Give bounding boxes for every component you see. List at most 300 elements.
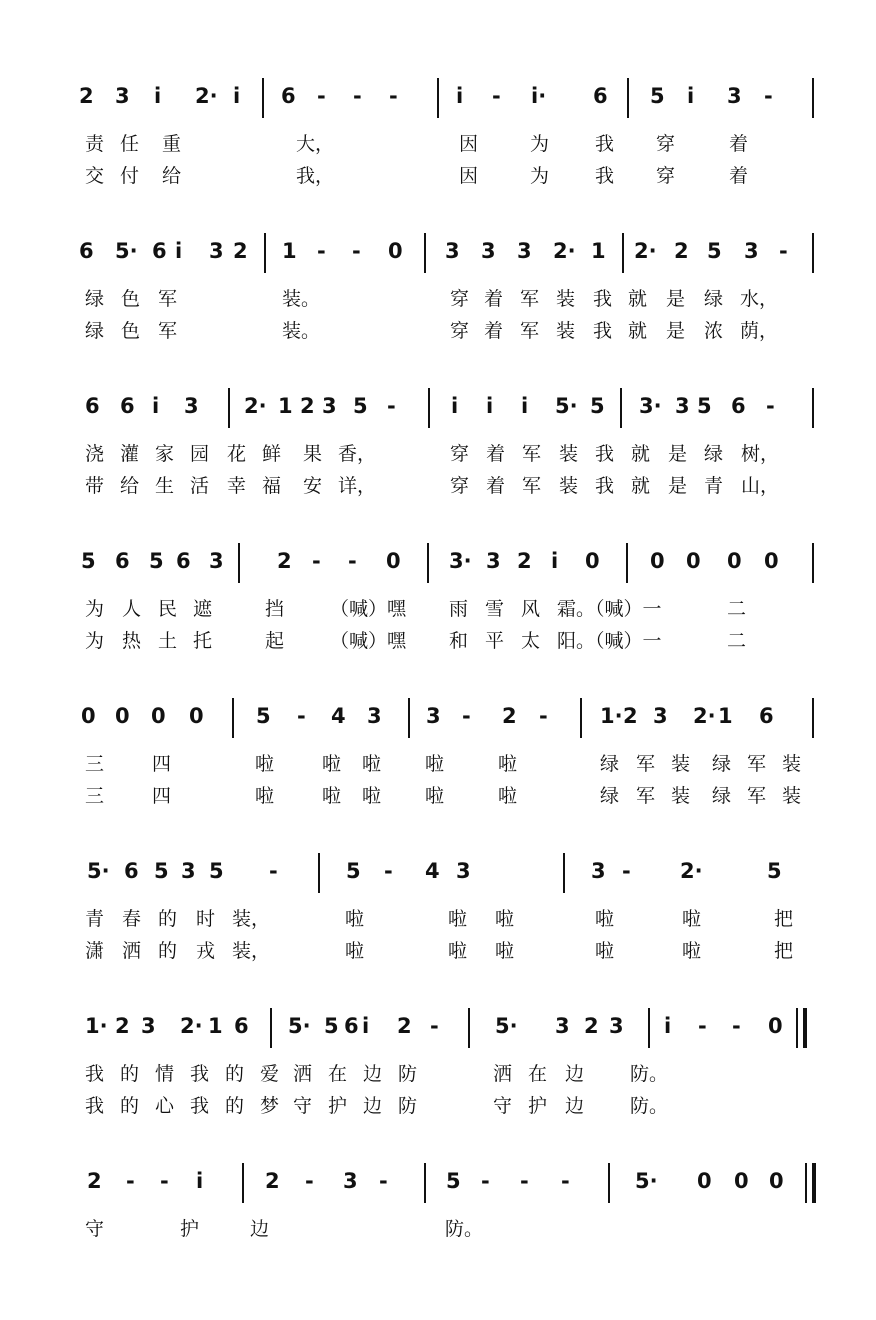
jianpu-note: 5· [115, 239, 138, 263]
jianpu-note: 3 [555, 1014, 570, 1038]
barline [262, 78, 264, 118]
barline [424, 233, 426, 273]
jianpu-note: i [175, 239, 183, 263]
lyric-syllable: 四 [152, 753, 172, 775]
lyric-syllable: 交 [85, 165, 105, 187]
jianpu-note: 1· [85, 1014, 108, 1038]
jianpu-note: - [732, 1014, 741, 1038]
jianpu-note: 3 [744, 239, 759, 263]
lyric-syllable: 边 [363, 1063, 383, 1085]
lyric-syllable: 就 [631, 475, 651, 497]
jianpu-note: 3 [141, 1014, 156, 1038]
jianpu-note: 5· [555, 394, 578, 418]
lyric-syllable: 啦 [345, 908, 365, 930]
lyric-syllable: 鲜 [262, 443, 282, 465]
lyric-syllable: 是 [666, 288, 686, 310]
lyric-syllable: 树， [741, 443, 780, 465]
jianpu-note: 2 [277, 549, 292, 573]
jianpu-note: - [766, 394, 775, 418]
lyric-syllable: 军 [636, 785, 656, 807]
lyric-syllable: 装 [782, 785, 802, 807]
jianpu-note: 1 [282, 239, 297, 263]
jianpu-note: 2 [265, 1169, 280, 1193]
jianpu-note: 0 [650, 549, 665, 573]
jianpu-note: 2 [397, 1014, 412, 1038]
jianpu-note: 2· [634, 239, 657, 263]
lyric-syllable: 福 [262, 475, 282, 497]
jianpu-note: 3 [481, 239, 496, 263]
lyric-syllable: 啦 [322, 753, 342, 775]
lyric-syllable: 遮 [193, 598, 213, 620]
jianpu-note: - [317, 84, 326, 108]
jianpu-note: 0 [764, 549, 779, 573]
jianpu-note: 4 [425, 859, 440, 883]
jianpu-note: - [462, 704, 471, 728]
lyric-syllable: （喊）嘿 [330, 630, 407, 652]
lyric-syllable: 防。 [630, 1063, 669, 1085]
lyric-syllable: 护 [528, 1095, 548, 1117]
jianpu-note: 6 [234, 1014, 249, 1038]
lyric-syllable: 给 [162, 165, 182, 187]
lyric-syllable: 啦 [255, 753, 275, 775]
lyric-syllable: 我 [595, 133, 615, 155]
jianpu-note: 5 [154, 859, 169, 883]
jianpu-note: - [779, 239, 788, 263]
jianpu-note: 2 [115, 1014, 130, 1038]
lyric-syllable: 三 [85, 753, 105, 775]
lyric-syllable: 啦 [448, 940, 468, 962]
jianpu-note: 0 [734, 1169, 749, 1193]
jianpu-note: 5· [495, 1014, 518, 1038]
lyric-syllable: 色 [121, 320, 141, 342]
lyric-syllable: 在 [528, 1063, 548, 1085]
jianpu-note: 2· [195, 84, 218, 108]
lyric-syllable: 军 [520, 320, 540, 342]
jianpu-note: 5· [87, 859, 110, 883]
jianpu-note: 3 [181, 859, 196, 883]
lyric-syllable: 我， [296, 165, 335, 187]
lyric-syllable: 守 [493, 1095, 513, 1117]
barline [812, 543, 814, 583]
jianpu-note: 3 [486, 549, 501, 573]
jianpu-note: - [160, 1169, 169, 1193]
lyric-syllable: 防 [398, 1095, 418, 1117]
lyric-syllable: 挡 [265, 598, 285, 620]
notation-system [0, 70, 876, 200]
lyric-syllable: 的 [225, 1095, 245, 1117]
barline [796, 1008, 798, 1048]
lyric-syllable: 啦 [425, 785, 445, 807]
lyric-syllable: 装。 [282, 320, 321, 342]
final-barline [812, 1163, 816, 1203]
jianpu-note: i [687, 84, 695, 108]
jianpu-note: 5 [697, 394, 712, 418]
lyric-syllable: 戎 [196, 940, 216, 962]
lyric-syllable: 灌 [120, 443, 140, 465]
jianpu-note: 6 [593, 84, 608, 108]
lyric-syllable: 军 [520, 288, 540, 310]
jianpu-note: 2 [623, 704, 638, 728]
lyric-syllable: 风 [521, 598, 541, 620]
lyric-syllable: 守 [85, 1218, 105, 1240]
lyric-syllable: 就 [631, 443, 651, 465]
jianpu-note: 6 [731, 394, 746, 418]
jianpu-note: 2· [553, 239, 576, 263]
lyric-syllable: 园 [190, 443, 210, 465]
jianpu-note: 3 [115, 84, 130, 108]
jianpu-note: 3· [639, 394, 662, 418]
lyric-syllable: 二 [727, 630, 747, 652]
jianpu-note: 2· [180, 1014, 203, 1038]
lyric-syllable: 山， [741, 475, 780, 497]
lyric-syllable: 情 [155, 1063, 175, 1085]
jianpu-note: 0 [686, 549, 701, 573]
lyric-syllable: 装 [556, 288, 576, 310]
barline [238, 543, 240, 583]
lyric-syllable: 着 [484, 320, 504, 342]
lyric-syllable: 啦 [595, 940, 615, 962]
barline [620, 388, 622, 428]
lyric-syllable: 阳。（喊）一 [557, 630, 662, 652]
jianpu-note: - [312, 549, 321, 573]
lyric-syllable: 把 [774, 940, 794, 962]
jianpu-note: - [698, 1014, 707, 1038]
lyric-syllable: 浇 [85, 443, 105, 465]
jianpu-note: 3 [456, 859, 471, 883]
lyric-syllable: 军 [747, 753, 767, 775]
jianpu-note: i [521, 394, 529, 418]
lyric-syllable: 的 [225, 1063, 245, 1085]
jianpu-note: 2 [517, 549, 532, 573]
jianpu-note: 5 [324, 1014, 339, 1038]
jianpu-note: 0 [189, 704, 204, 728]
jianpu-note: 3 [209, 239, 224, 263]
lyric-syllable: 啦 [682, 908, 702, 930]
jianpu-note: 2· [693, 704, 716, 728]
lyric-syllable: 绿 [712, 785, 732, 807]
jianpu-note: - [481, 1169, 490, 1193]
barline [805, 1163, 807, 1203]
jianpu-note: 5 [209, 859, 224, 883]
jianpu-note: - [317, 239, 326, 263]
lyric-syllable: 装。 [282, 288, 321, 310]
lyric-syllable: 穿 [450, 320, 470, 342]
jianpu-note: 1 [718, 704, 733, 728]
jianpu-note: 6 [79, 239, 94, 263]
jianpu-note: 3 [322, 394, 337, 418]
lyric-syllable: 色 [121, 288, 141, 310]
jianpu-note: 3 [184, 394, 199, 418]
barline [608, 1163, 610, 1203]
jianpu-note: 2· [680, 859, 703, 883]
lyric-syllable: 护 [180, 1218, 200, 1240]
lyric-syllable: 雨 [449, 598, 469, 620]
jianpu-note: 2 [87, 1169, 102, 1193]
jianpu-note: 3 [426, 704, 441, 728]
lyric-syllable: 幸 [227, 475, 247, 497]
jianpu-note: - [389, 84, 398, 108]
jianpu-note: 0 [115, 704, 130, 728]
lyric-syllable: 重 [162, 133, 182, 155]
lyric-syllable: 我 [595, 165, 615, 187]
jianpu-note: 6 [344, 1014, 359, 1038]
barline [270, 1008, 272, 1048]
jianpu-note: 0 [386, 549, 401, 573]
lyric-syllable: 护 [328, 1095, 348, 1117]
jianpu-note: i [362, 1014, 370, 1038]
jianpu-note: - [492, 84, 501, 108]
lyric-syllable: 穿 [450, 288, 470, 310]
lyric-syllable: 啦 [425, 753, 445, 775]
jianpu-note: 0 [585, 549, 600, 573]
jianpu-note: i [451, 394, 459, 418]
barline [648, 1008, 650, 1048]
lyric-syllable: 的 [120, 1095, 140, 1117]
lyric-syllable: 洒 [493, 1063, 513, 1085]
lyric-syllable: 热 [122, 630, 142, 652]
jianpu-note: 6 [759, 704, 774, 728]
jianpu-note: 5· [635, 1169, 658, 1193]
lyric-syllable: 装 [556, 320, 576, 342]
lyric-syllable: 绿 [704, 443, 724, 465]
lyric-syllable: 啦 [255, 785, 275, 807]
lyric-syllable: 着 [729, 133, 749, 155]
lyric-syllable: 荫， [740, 320, 779, 342]
lyric-syllable: 的 [120, 1063, 140, 1085]
lyric-syllable: 军 [522, 443, 542, 465]
lyric-syllable: 就 [628, 288, 648, 310]
jianpu-note: - [305, 1169, 314, 1193]
jianpu-note: - [126, 1169, 135, 1193]
jianpu-note: 5 [650, 84, 665, 108]
lyric-syllable: 啦 [682, 940, 702, 962]
lyric-syllable: 穿 [450, 443, 470, 465]
jianpu-note: 3 [209, 549, 224, 573]
jianpu-note: 6 [120, 394, 135, 418]
lyric-syllable: 活 [190, 475, 210, 497]
jianpu-note: - [520, 1169, 529, 1193]
lyric-syllable: 啦 [345, 940, 365, 962]
lyric-syllable: 为 [85, 598, 105, 620]
lyric-syllable: 军 [747, 785, 767, 807]
barline [427, 543, 429, 583]
lyric-syllable: 心 [155, 1095, 175, 1117]
jianpu-note: - [430, 1014, 439, 1038]
lyric-syllable: 绿 [600, 753, 620, 775]
barline [812, 233, 814, 273]
lyric-syllable: 我 [85, 1063, 105, 1085]
lyric-syllable: 边 [565, 1063, 585, 1085]
lyric-syllable: 家 [155, 443, 175, 465]
lyric-syllable: 穿 [656, 133, 676, 155]
barline [228, 388, 230, 428]
jianpu-note: 6 [152, 239, 167, 263]
jianpu-note: 0 [697, 1169, 712, 1193]
lyric-syllable: 安 [303, 475, 323, 497]
jianpu-note: - [387, 394, 396, 418]
barline [626, 543, 628, 583]
lyric-syllable: 洒 [122, 940, 142, 962]
jianpu-note: 5 [590, 394, 605, 418]
lyric-syllable: 军 [636, 753, 656, 775]
lyric-syllable: 任 [120, 133, 140, 155]
lyric-syllable: 的 [158, 940, 178, 962]
lyric-syllable: 四 [152, 785, 172, 807]
lyric-syllable: 详， [338, 475, 377, 497]
lyric-syllable: 大， [296, 133, 335, 155]
lyric-syllable: 托 [193, 630, 213, 652]
lyric-syllable: 我 [85, 1095, 105, 1117]
jianpu-note: 3 [517, 239, 532, 263]
barline [812, 698, 814, 738]
barline [232, 698, 234, 738]
lyric-syllable: 梦 [260, 1095, 280, 1117]
jianpu-note: 3 [591, 859, 606, 883]
lyric-syllable: 我 [595, 443, 615, 465]
lyric-syllable: 啦 [362, 785, 382, 807]
lyric-syllable: 香， [338, 443, 377, 465]
lyric-syllable: 土 [158, 630, 178, 652]
jianpu-note: i [551, 549, 559, 573]
lyric-syllable: 啦 [495, 908, 515, 930]
lyric-syllable: 绿 [704, 288, 724, 310]
barline [468, 1008, 470, 1048]
jianpu-note: 2 [584, 1014, 599, 1038]
jianpu-note: 5 [707, 239, 722, 263]
jianpu-note: 5 [81, 549, 96, 573]
lyric-syllable: 绿 [85, 288, 105, 310]
jianpu-note: 2· [244, 394, 267, 418]
lyric-syllable: 为 [530, 165, 550, 187]
lyric-syllable: 啦 [595, 908, 615, 930]
lyric-syllable: 青 [704, 475, 724, 497]
jianpu-note: 1 [208, 1014, 223, 1038]
lyric-syllable: 装 [671, 753, 691, 775]
lyric-syllable: 为 [85, 630, 105, 652]
lyric-syllable: 是 [666, 320, 686, 342]
lyric-syllable: 装 [782, 753, 802, 775]
jianpu-note: 3· [449, 549, 472, 573]
barline [408, 698, 410, 738]
lyric-syllable: 把 [774, 908, 794, 930]
lyric-syllable: 我 [593, 320, 613, 342]
lyric-syllable: 和 [449, 630, 469, 652]
lyric-syllable: 绿 [85, 320, 105, 342]
lyric-syllable: 霜。（喊）一 [557, 598, 662, 620]
lyric-syllable: 付 [120, 165, 140, 187]
lyric-syllable: 三 [85, 785, 105, 807]
jianpu-note: 2 [233, 239, 248, 263]
jianpu-note: - [269, 859, 278, 883]
lyric-syllable: 人 [122, 598, 142, 620]
barline [580, 698, 582, 738]
barline [812, 78, 814, 118]
lyric-syllable: 绿 [712, 753, 732, 775]
jianpu-note: - [622, 859, 631, 883]
lyric-syllable: 装， [232, 908, 271, 930]
lyric-syllable: 着 [729, 165, 749, 187]
jianpu-note: 5 [767, 859, 782, 883]
notation-system [0, 380, 876, 510]
lyric-syllable: 着 [484, 288, 504, 310]
barline [242, 1163, 244, 1203]
jianpu-note: - [764, 84, 773, 108]
jianpu-note: 0 [81, 704, 96, 728]
lyric-syllable: 青 [85, 908, 105, 930]
lyric-syllable: 带 [85, 475, 105, 497]
jianpu-note: i [456, 84, 464, 108]
jianpu-note: i [486, 394, 494, 418]
lyric-syllable: 因 [459, 133, 479, 155]
jianpu-note: 5 [149, 549, 164, 573]
lyric-syllable: 着 [486, 475, 506, 497]
jianpu-note: 6 [124, 859, 139, 883]
barline [437, 78, 439, 118]
lyric-syllable: 着 [486, 443, 506, 465]
barline [424, 1163, 426, 1203]
lyric-syllable: 春 [122, 908, 142, 930]
notation-system [0, 225, 876, 355]
jianpu-note: i [196, 1169, 204, 1193]
barline [264, 233, 266, 273]
notation-system [0, 535, 876, 665]
jianpu-note: 0 [769, 1169, 784, 1193]
jianpu-note: 1· [600, 704, 623, 728]
jianpu-note: 2 [79, 84, 94, 108]
lyric-syllable: 民 [158, 598, 178, 620]
jianpu-note: 0 [388, 239, 403, 263]
lyric-syllable: 爱 [260, 1063, 280, 1085]
lyric-syllable: 在 [328, 1063, 348, 1085]
lyric-syllable: 潇 [85, 940, 105, 962]
jianpu-note: 2 [502, 704, 517, 728]
jianpu-note: 3 [367, 704, 382, 728]
lyric-syllable: 装 [559, 443, 579, 465]
lyric-syllable: 我 [190, 1063, 210, 1085]
lyric-syllable: 边 [250, 1218, 270, 1240]
lyric-syllable: 果 [303, 443, 323, 465]
lyric-syllable: 啦 [362, 753, 382, 775]
jianpu-note: 1 [278, 394, 293, 418]
jianpu-note: 3 [609, 1014, 624, 1038]
lyric-syllable: 守 [293, 1095, 313, 1117]
lyric-syllable: 浓 [704, 320, 724, 342]
notation-system [0, 690, 876, 820]
jianpu-note: 6 [281, 84, 296, 108]
lyric-syllable: 军 [158, 288, 178, 310]
lyric-syllable: 太 [521, 630, 541, 652]
jianpu-note: 5 [256, 704, 271, 728]
jianpu-note: i· [531, 84, 547, 108]
barline [428, 388, 430, 428]
lyric-syllable: 我 [595, 475, 615, 497]
final-barline [803, 1008, 807, 1048]
jianpu-note: 5· [288, 1014, 311, 1038]
lyric-syllable: 时 [196, 908, 216, 930]
barline [622, 233, 624, 273]
lyric-syllable: 啦 [448, 908, 468, 930]
lyric-syllable: 啦 [322, 785, 342, 807]
lyric-syllable: 军 [158, 320, 178, 342]
lyric-syllable: 防 [398, 1063, 418, 1085]
jianpu-note: - [379, 1169, 388, 1193]
jianpu-note: 3 [653, 704, 668, 728]
lyric-syllable: 是 [668, 475, 688, 497]
jianpu-note: 3 [445, 239, 460, 263]
lyric-syllable: 给 [120, 475, 140, 497]
lyric-syllable: 二 [727, 598, 747, 620]
lyric-syllable: 边 [363, 1095, 383, 1117]
